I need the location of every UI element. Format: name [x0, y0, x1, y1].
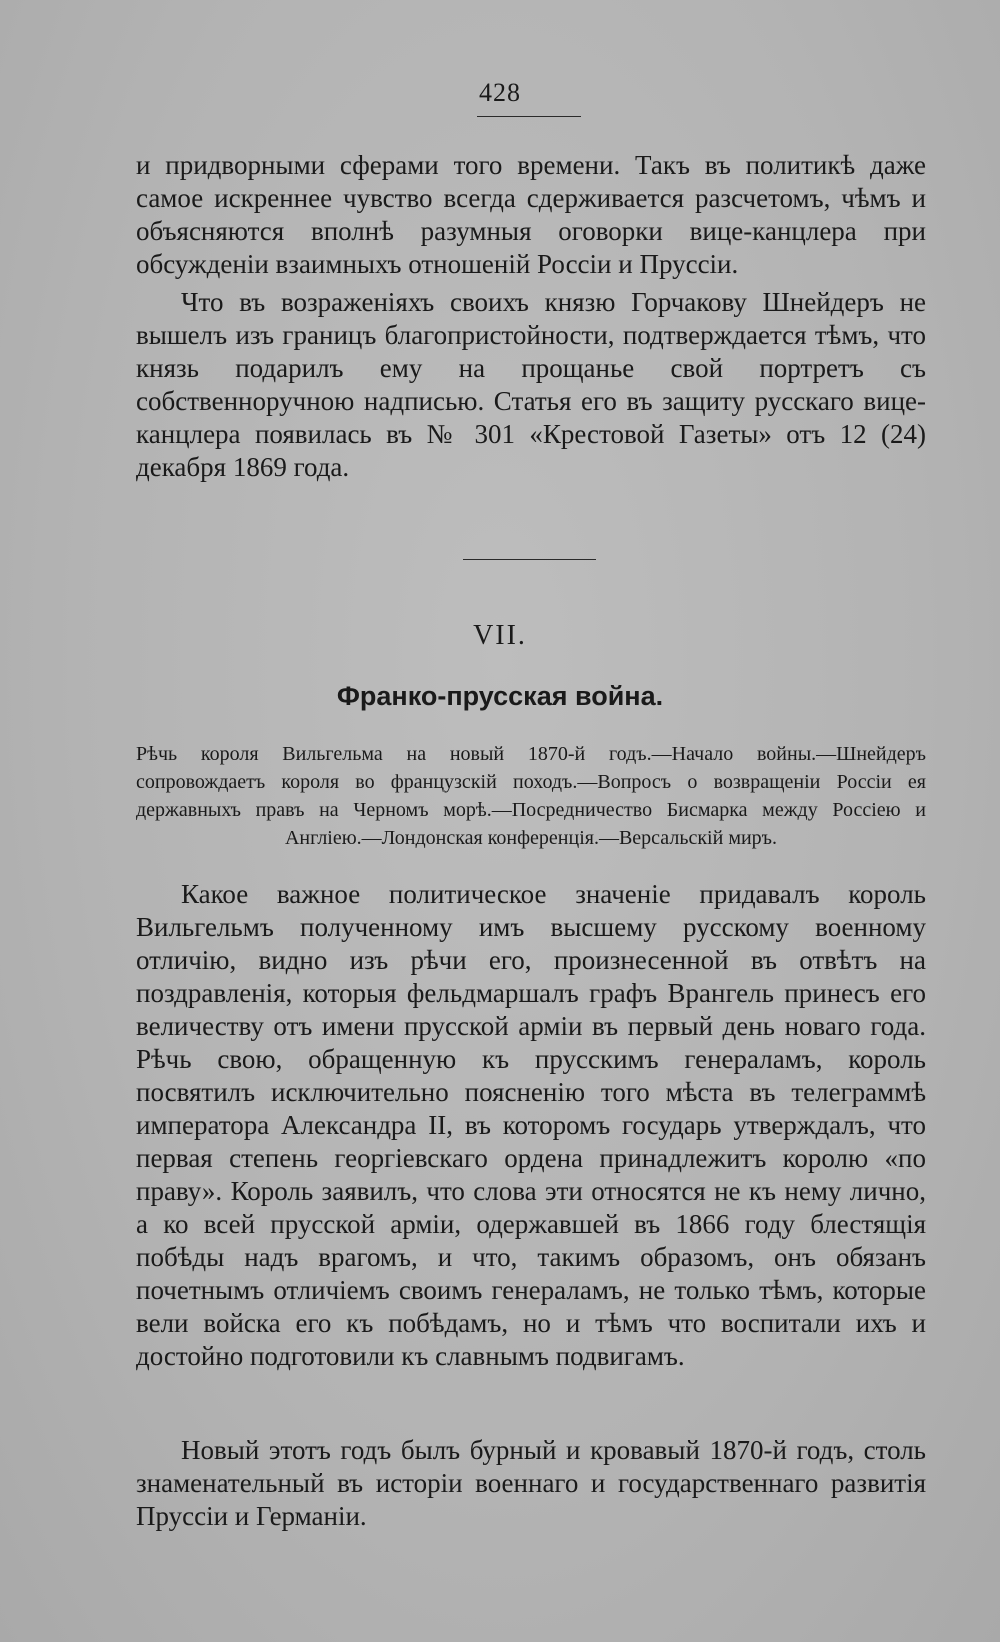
main-text-block: [136, 878, 926, 1373]
chapter-title: Франко-прусская война.: [336, 681, 664, 711]
paragraph-new-year: Новый этотъ годъ былъ бурный и кровавый 1870-й годъ, столь знаменательный въ исторіи военнаго и государственнаго развитія Пруссіи и Германіи.: [136, 1435, 926, 1531]
page-number: 428: [479, 78, 521, 107]
paragraph-continued: и придворными сферами того времени. Такъ въ политикѣ даже самое искреннее чувство всегда сдерживается разсчетомъ, чѣмъ и объясняются вполнѣ разумныя оговорки вице-канцлера при обсужденіи взаимныхъ отношеній Россіи и Пруссіи.: [136, 150, 926, 279]
chapter-number: VII.: [473, 620, 527, 651]
chapter-summary: Рѣчь короля Вильгельма на новый 1870-й годъ.—Начало войны.—Шнейдеръ сопровождаетъ короля во французскій походъ.—Вопросъ о возвращеніи Россіи ея державныхъ правъ на Черномъ морѣ.—Посредничество Бисмарка между Россіею и Англіею.—Лондонская конференція.—Версальскій миръ.: [136, 743, 926, 849]
continued-text: [136, 149, 926, 281]
schneider-paragraph-block: [136, 286, 926, 484]
paragraph-king-speech: Какое важное политическое значеніе придавалъ король Вильгельмъ полученному имъ высшему русскому военному отличію, видно изъ рѣчи его, произнесенной въ отвѣтъ на поздравленія, которыя фельдмаршалъ графъ Врангель принесъ его величеству отъ имени прусской арміи въ первый день новаго года. Рѣчь свою, обращенную къ прусскимъ генераламъ, король посвятилъ исключительно поясненію того мѣста въ телеграммѣ императора Александра II, въ которомъ государь утверждалъ, что первая степень георгіевскаго ордена принадлежитъ королю «по праву». Король заявилъ, что слова эти относятся не къ нему лично, а ко всей прусской арміи, одержавшей въ 1866 году блестящія побѣды надъ врагомъ, и что, такимъ образомъ, онъ обязанъ почетнымъ отличіемъ своимъ генераламъ, не только тѣмъ, которые вели войска его къ побѣдамъ, но и тѣмъ что воспитали ихъ и достойно подготовили къ славнымъ подвигамъ.: [136, 879, 926, 1371]
section-divider: [463, 559, 596, 560]
paragraph-schneider: Что въ возраженіяхъ своихъ князю Горчакову Шнейдеръ не вышелъ изъ границъ благопристойности, подтверждается тѣмъ, что князь подарилъ ему на прощанье свой портретъ съ собственноручною надписью. Статья его въ защиту русскаго вице-канцлера появилась въ № 301 «Крестовой Газеты» отъ 12 (24) декабря 1869 года.: [136, 287, 926, 482]
closing-text-block: [136, 1434, 926, 1533]
page-number-rule: [477, 116, 581, 117]
